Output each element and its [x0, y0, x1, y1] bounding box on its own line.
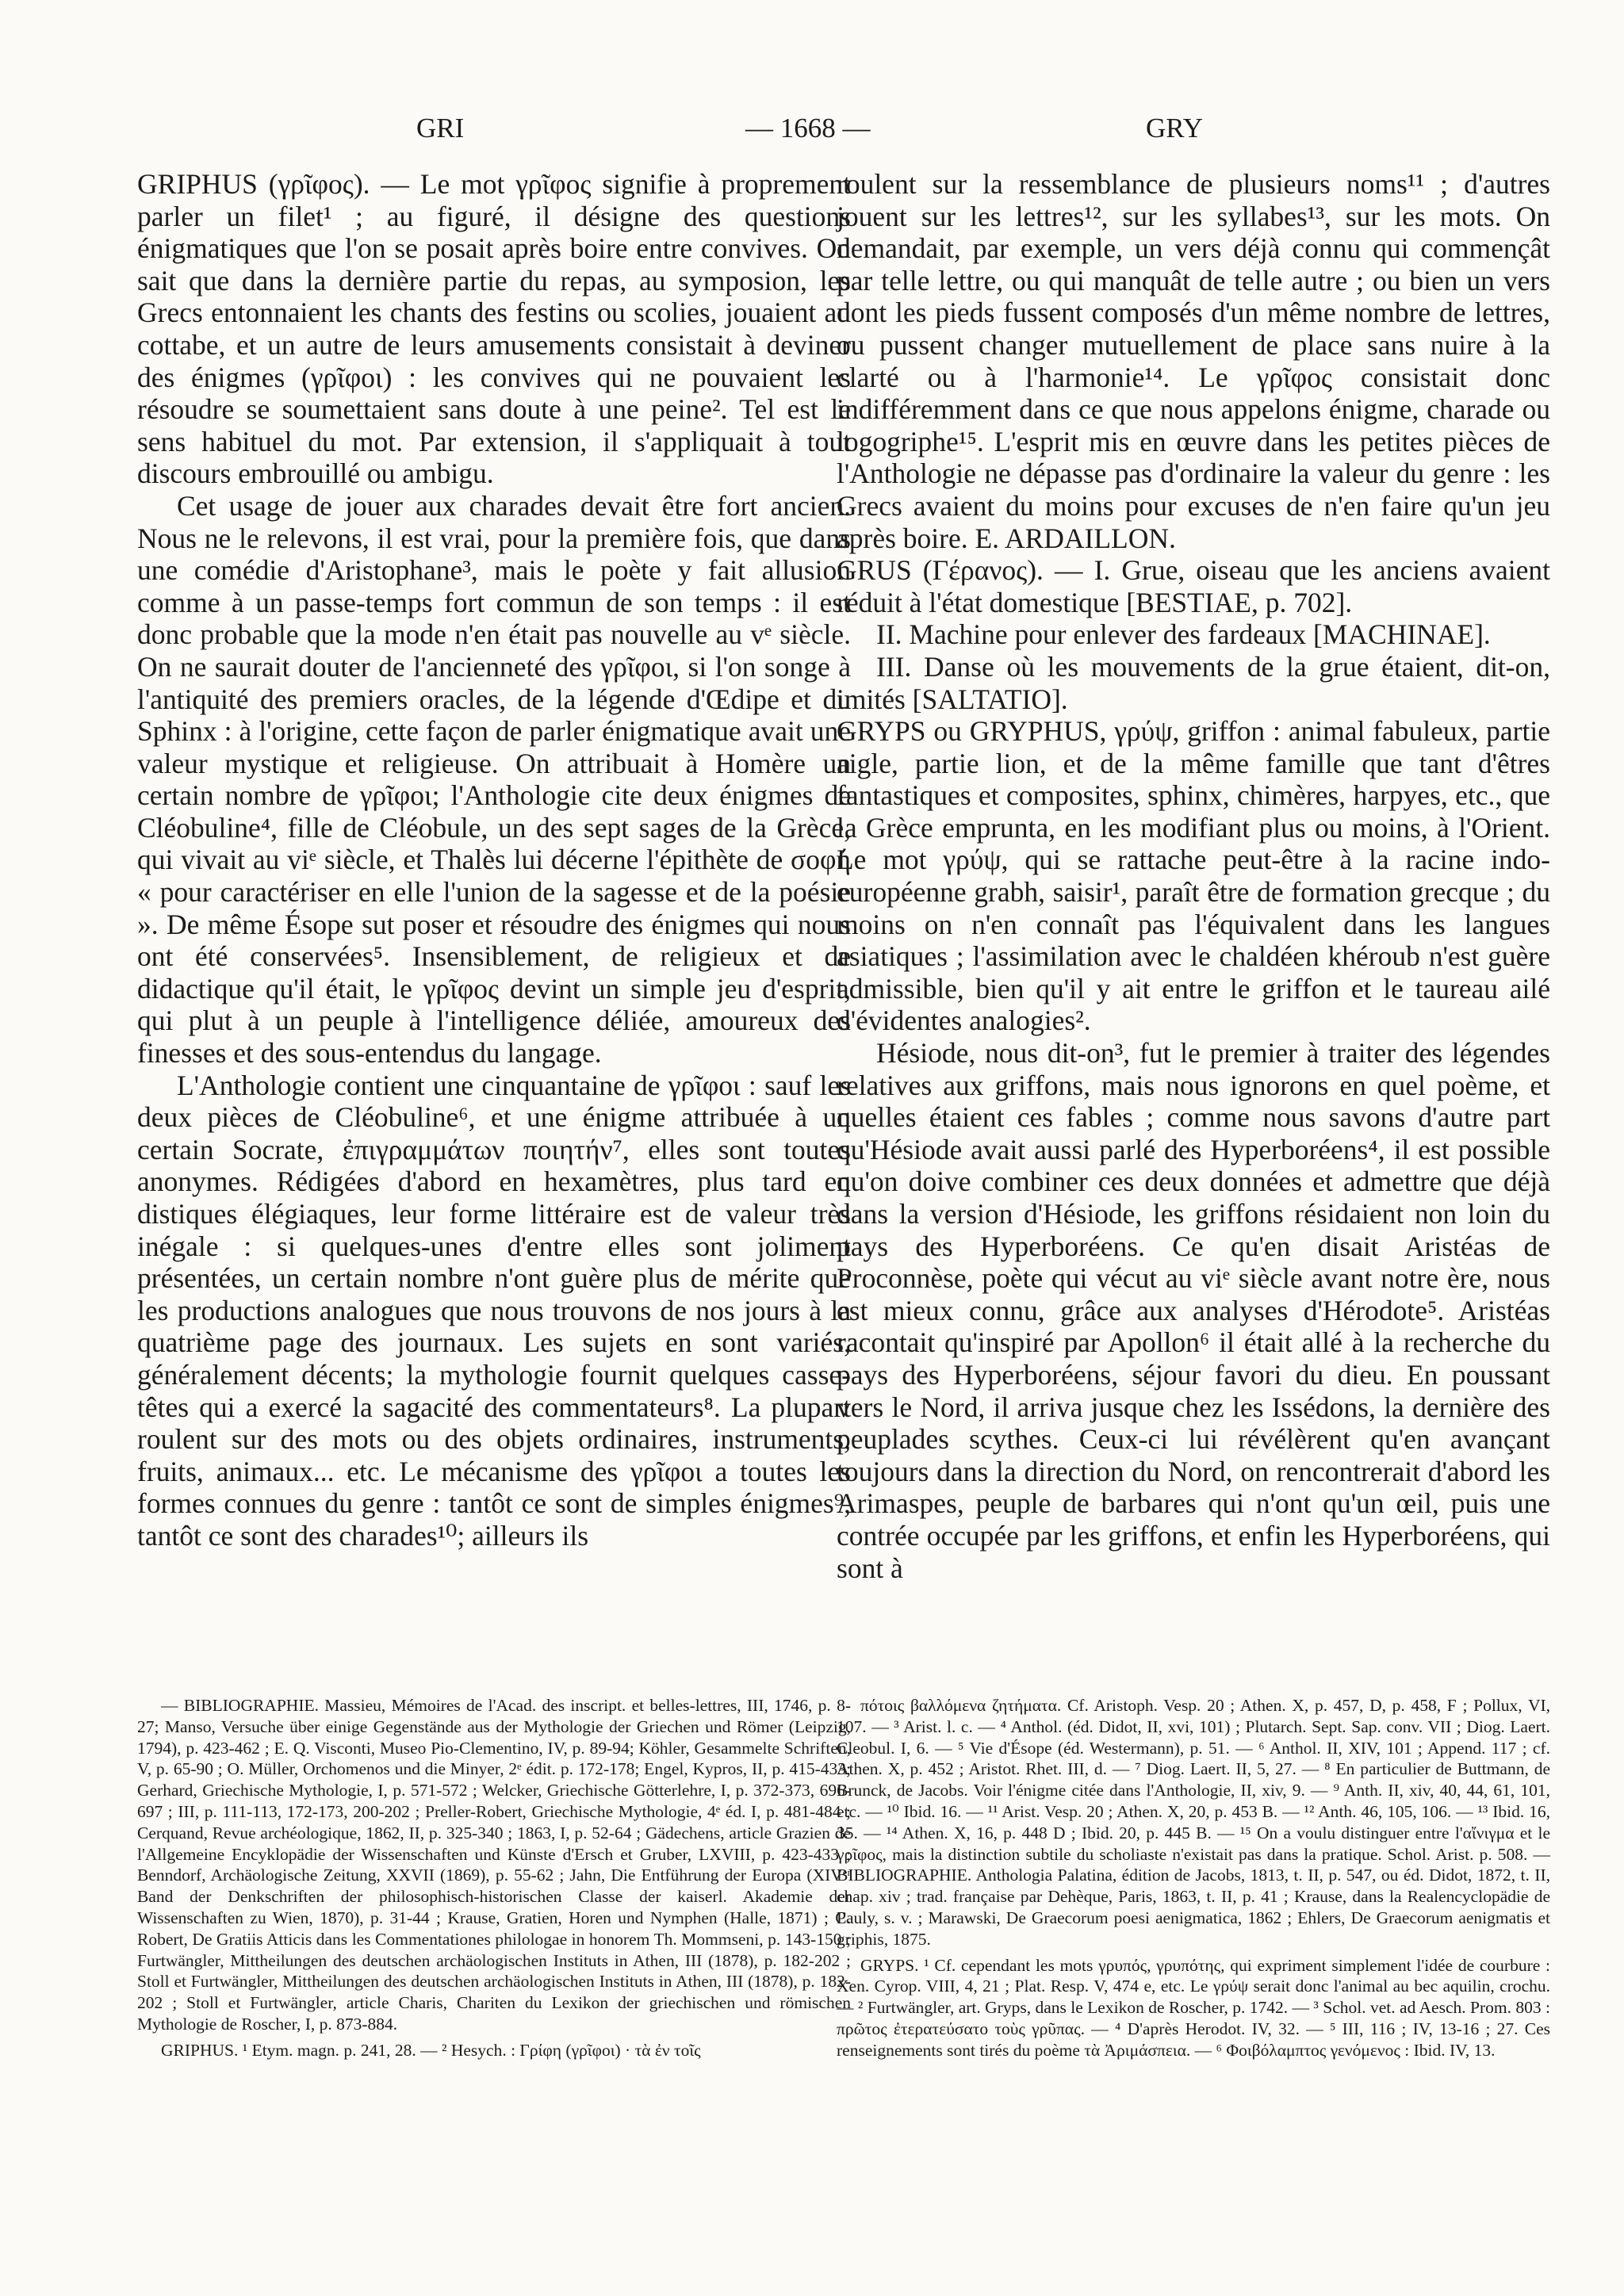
header-page-number: — 1668 —	[745, 113, 871, 144]
footnote-gryps: GRYPS. ¹ Cf. cependant les mots γρυπός, γρυπότης, qui expriment simplement l'idée de courbure : Xen. Cyrop. VIII, 4, 21 ; Plat. Resp. V, 474 e, etc. Le γρύψ serait donc l'animal au bec aquilin, crochu. — ² Furtwängler, art. Gryps, dans le Lexikon de Roscher, p. 1742. — ³ Schol. vet. ad Aesch. Prom. 803 : πρῶτος ἐτερατεύσατο τοὺς γρῦπας. — ⁴ D'après Herodot. IV, 32. — ⁵ III, 116 ; IV, 13-16 ; 27. Ces renseignements sont tirés du poème τὰ Ἀριμάσπεια. — ⁶ Φοιβόλαμπτος γενόμενος : Ibid. IV, 13.	[837, 1955, 1550, 2060]
paragraph-grus-dance: III. Danse où les mouvements de la grue étaient, dit-on, imités [SALTATIO].	[837, 650, 1550, 715]
page-header	[0, 113, 1624, 160]
footnote-bibliography-gratiae: — BIBLIOGRAPHIE. Massieu, Mémoires de l'Acad. des inscript. et belles-lettres, III, 1746, p. 8-27; Manso, Versuche über einige Gegenstände aus der Mythologie der Griechen und Römer (Leipzig, 1794), p. 423-462 ; E. Q. Visconti, Museo Pio-Clementino, IV, p. 89-94; Köhler, Gesammelte Schriften, V, p. 65-90 ; O. Müller, Orchomenos und die Minyer, 2ᵉ édit. p. 172-178; Engel, Kypros, II, p. 415-433; Gerhard, Griechische Mythologie, I, p. 571-572 ; Welcker, Griechische Götterlehre, I, p. 372-373, 696-697 ; III, p. 111-113, 172-173, 200-202 ; Preller-Robert, Griechische Mythologie, 4ᵉ éd. I, p. 481-484 ; Cerquand, Revue archéologique, 1862, II, p. 325-340 ; 1863, I, p. 52-64 ; Gädechens, article Grazien de l'Allgemeine Encyklopädie der Wissenschaften und Künste d'Ersch et Gruber, LXVIII, p. 423-433 ; Benndorf, Archäologische Zeitung, XXVII (1869), p. 55-62 ; Jahn, Die Entführung der Europa (XIVᵉʳ Band der Denkschriften der philosophisch-historischen Classe der kaiserl. Akademie der Wissenschaften zu Wien, 1870), p. 31-44 ; Krause, Gratien, Horen und Nymphen (Halle, 1871) ; C. Robert, De Gratiis Atticis dans les Commentationes philologae in honorem Th. Mommseni, p. 143-150 ; Furtwängler, Mittheilungen des deutschen archäologischen Instituts in Athen, III (1878), p. 182-202 ; Stoll et Furtwängler, Mittheilungen des deutschen archäologischen Instituts in Athen, III (1878), p. 182-202 ; Stoll et Furtwängler, article Charis, Chariten du Lexikon der griechischen und römischen Mythologie de Roscher, I, p. 873-884.	[137, 1696, 851, 2034]
paragraph-grus-entry: GRUS (Γέρανος). — I. Grue, oiseau que les anciens avaient réduit à l'état domestique [BESTIAE, p. 702].	[837, 554, 1550, 618]
footnote-griphus-1-2: GRIPHUS. ¹ Etym. magn. p. 241, 28. — ² Hesych. : Γρίφη (γρῖφοι) · τὰ ἐν τοῖς	[161, 2040, 701, 2060]
left-footnotes	[137, 1695, 851, 2066]
paragraph-griphus-definition: GRIPHUS (γρῖφος). — Le mot γρῖφος signifie à proprement parler un filet¹ ; au figuré, il désigne des questions énigmatiques que l'on se posait après boire entre convives. On sait que dans la dernière partie du repas, au symposion, les Grecs entonnaient les chants des festins ou scolies, jouaient au cottabe, et un autre de leurs amusements consistait à deviner des énigmes (γρῖφοι) : les convives qui ne pouvaient les résoudre se soumettaient sans doute à une peine². Tel est le sens habituel du mot. Par extension, il s'appliquait à tout discours embrouillé ou ambigu.	[137, 168, 851, 490]
paragraph-gryps-entry: GRYPS ou GRYPHUS, γρύψ, griffon : animal fabuleux, partie aigle, partie lion, et de la même famille que tant d'êtres fantastiques et composites, sphinx, chimères, harpyes, etc., que la Grèce emprunta, en les modifiant plus ou moins, à l'Orient. Le mot γρύψ, qui se rattache peut-être à la racine indo-européenne grabh, saisir¹, paraît être de formation grecque ; du moins on n'en connaît pas l'équivalent dans les langues asiatiques ; l'assimilation avec le chaldéen khéroub n'est guère admissible, bien qu'il y ait entre le griffon et le taureau ailé d'évidentes analogies².	[837, 715, 1550, 1037]
paragraph-griphus-continued: roulent sur la ressemblance de plusieurs noms¹¹ ; d'autres jouent sur les lettres¹², sur les syllabes¹³, sur les mots. On demandait, par exemple, un vers déjà connu qui commençât par telle lettre, ou qui manquât de telle autre ; ou bien un vers dont les pieds fussent composés d'un même nombre de lettres, ou pussent changer mutuellement de place sans nuire à la clarté ou à l'harmonie¹⁴. Le γρῖφος consistait donc indifféremment dans ce que nous appelons énigme, charade ou logogriphe¹⁵. L'esprit mis en œuvre dans les petites pièces de l'Anthologie ne dépasse pas d'ordinaire la valeur du genre : les Grecs avaient du moins pour excuses de n'en faire qu'un jeu après boire. E. ARDAILLON.	[837, 168, 1550, 554]
paragraph-grus-machine: II. Machine pour enlever des fardeaux [MACHINAE].	[876, 618, 1491, 651]
paragraph-griphus-anthology: L'Anthologie contient une cinquantaine de γρῖφοι : sauf les deux pièces de Cléobuline⁶, et une énigme attribuée à un certain Socrate, ἐπιγραμμάτων ποιητήν⁷, elles sont toutes anonymes. Rédigées d'abord en hexamètres, plus tard en distiques élégiaques, leur forme littéraire est de valeur très inégale : si quelques-unes d'entre elles sont joliment présentées, un certain nombre n'ont guère plus de mérite que les productions analogues que nous trouvons de nos jours à la quatrième page des journaux. Les sujets en sont variés, généralement décents; la mythologie fournit quelques casse-têtes qui a exercé la sagacité des commentateurs⁸. La plupart roulent sur des mots ou des objets ordinaires, instruments, fruits, animaux... etc. Le mécanisme des γρῖφοι a toutes les formes connues du genre : tantôt ce sont de simples énigmes⁹, tantôt ce sont des charades¹⁰; ailleurs ils	[137, 1069, 851, 1552]
paragraph-griphus-history: Cet usage de jouer aux charades devait être fort ancien. Nous ne le relevons, il est vrai, pour la première fois, que dans une comédie d'Aristophane³, mais le poète y fait allusion comme à un passe-temps fort commun de son temps : il est donc probable que la mode n'en était pas nouvelle au vᵉ siècle. On ne saurait douter de l'ancienneté des γρῖφοι, si l'on songe à l'antiquité des premiers oracles, de la légende d'Œdipe et du Sphinx : à l'origine, cette façon de parler énigmatique avait une valeur mystique et religieuse. On attribuait à Homère un certain nombre de γρῖφοι; l'Anthologie cite deux énigmes de Cléobuline⁴, fille de Cléobule, un des sept sages de la Grèce, qui vivait au viᵉ siècle, et Thalès lui décerne l'épithète de σοφή « pour caractériser en elle l'union de la sagesse et de la poésie ». De même Ésope sut poser et résoudre des énigmes qui nous ont été conservées⁵. Insensiblement, de religieux et de didactique qu'il était, le γρῖφος devint un simple jeu d'esprit, qui plut à un peuple à l'intelligence déliée, amoureux des finesses et des sous-entendus du langage.	[137, 489, 851, 1070]
footnote-griphus-continued: πότοις βαλλόμενα ζητήματα. Cf. Aristoph. Vesp. 20 ; Athen. X, p. 457, D, p. 458, F ; Pollux, VI, 107. — ³ Arist. l. c. — ⁴ Anthol. (éd. Didot, II, xvi, 101) ; Plutarch. Sept. Sap. conv. VII ; Diog. Laert. Cleobul. I, 6. — ⁵ Vie d'Ésope (éd. Westermann), p. 51. — ⁶ Anthol. II, XIV, 101 ; Append. 117 ; cf. Athen. X, p. 452 ; Aristot. Rhet. III, d. — ⁷ Diog. Laert. II, 5, 27. — ⁸ En particulier de Buttmann, de Brunck, de Jacobs. Voir l'énigme citée dans l'Anthologie, II, xiv, 9. — ⁹ Anth. II, xiv, 40, 44, 61, 101, etc. — ¹⁰ Ibid. 16. — ¹¹ Arist. Vesp. 20 ; Athen. X, 20, p. 453 B. — ¹² Anth. 46, 105, 106. — ¹³ Ibid. 16, 35. — ¹⁴ Athen. X, 16, p. 448 D ; Ibid. 20, p. 445 B. — ¹⁵ On a voulu distinguer entre l'αἴνιγμα et le γρῖφος, mais la distinction subtile du scholiaste n'existait pas dans la pratique. Schol. Arist. p. 508. — BIBLIOGRAPHIE. Anthologia Palatina, édition de Jacobs, 1813, t. II, p. 547, ou éd. Didot, 1872, t. II, chap. xiv ; trad. française par Dehèque, Paris, 1863, t. II, p. 41 ; Krause, dans la Realencyclopädie de Pauly, s. v. ; Marawski, De Graecorum poesi aenigmatica, 1862 ; Ehlers, De Graecorum aenigmatis et griphis, 1875.	[837, 1696, 1550, 1949]
left-column-text	[137, 168, 851, 1552]
paragraph-gryps-hesiod: Hésiode, nous dit-on³, fut le premier à traiter des légendes relatives aux griffons, mais nous ignorons en quel poème, et quelles étaient ces fables ; comme nous savons d'autre part qu'Hésiode avait aussi parlé des Hyperboréens⁴, il est possible qu'on doive combiner ces deux données et admettre que déjà dans la version d'Hésiode, les griffons résidaient non loin du pays des Hyperboréens. Ce qu'en disait Aristéas de Proconnèse, poète qui vécut au viᵉ siècle avant notre ère, nous est mieux connu, grâce aux analyses d'Hérodote⁵. Aristéas racontait qu'inspiré par Apollon⁶ il était allé à la recherche du pays des Hyperboréens, séjour favori du dieu. En poussant vers le Nord, il arriva jusque chez les Issédons, la dernière des peuplades scythes. Ceux-ci lui révélèrent qu'en avançant toujours dans la direction du Nord, on rencontrerait d'abord les Arimaspes, peuple de barbares qui n'ont qu'un œil, puis une contrée occupée par les griffons, et enfin les Hyperboréens, qui sont à	[837, 1037, 1550, 1584]
right-footnotes	[837, 1695, 1550, 2066]
header-right-running-head: GRY	[1146, 113, 1203, 144]
header-left-running-head: GRI	[416, 113, 465, 144]
right-column-text	[837, 168, 1550, 1584]
